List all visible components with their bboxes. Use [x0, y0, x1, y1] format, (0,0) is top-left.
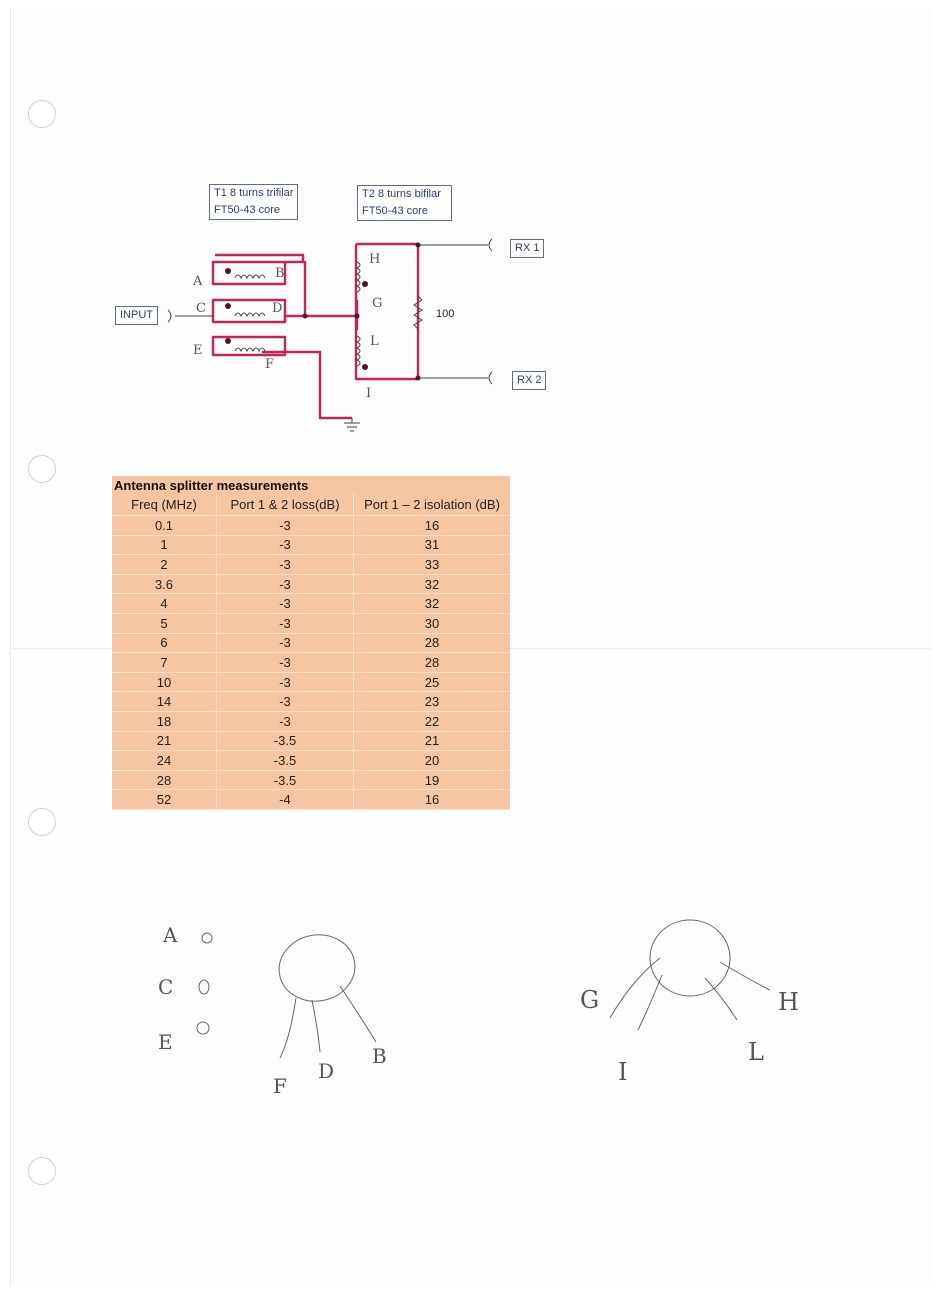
isolation-cell: 20 [354, 751, 511, 771]
table-row [112, 711, 510, 731]
label-h: H [369, 252, 381, 267]
isolation-cell: 22 [354, 711, 511, 731]
t2-label-line-1: T2 8 turns bifilar [362, 188, 441, 200]
pin-g: G [580, 986, 600, 1014]
loss-cell: -3 [217, 535, 354, 555]
freq-cell: 52 [112, 790, 217, 810]
t2-pinout-sketch [610, 920, 770, 1030]
freq-cell: 18 [112, 711, 217, 731]
junction-rx1 [416, 243, 421, 248]
measurements-table [112, 476, 510, 810]
dot-h [362, 281, 368, 287]
isolation-cell: 28 [354, 653, 511, 673]
pin-f: F [273, 1074, 287, 1098]
isolation-cell: 32 [354, 594, 511, 614]
label-f: F [265, 357, 275, 372]
freq-cell: 10 [112, 672, 217, 692]
table-header-row [112, 493, 510, 516]
t1-label-line-1: T1 8 turns trifilar [214, 187, 294, 199]
label-d: D [272, 301, 283, 316]
input-label: INPUT [120, 309, 153, 321]
loss-cell: -3 [217, 574, 354, 594]
label-e: E [193, 343, 203, 358]
loss-cell: -4 [217, 790, 354, 810]
pin-d: D [318, 1059, 335, 1083]
table-row [112, 751, 510, 771]
isolation-cell: 32 [354, 574, 511, 594]
freq-cell: 2 [112, 555, 217, 575]
isolation-cell: 25 [354, 672, 511, 692]
terminal-labels [192, 252, 382, 401]
dot-l [362, 364, 368, 370]
isolation-cell: 31 [354, 535, 511, 555]
pin-b: B [372, 1044, 387, 1068]
isolation-cell: 28 [354, 633, 511, 653]
freq-cell: 7 [112, 653, 217, 673]
table-row [112, 731, 510, 751]
freq-cell: 21 [112, 731, 217, 751]
isolation-cell: 16 [354, 516, 511, 536]
red-wiring [213, 244, 418, 418]
table-title: Antenna splitter measurements [112, 476, 510, 493]
loss-cell: -3 [217, 653, 354, 673]
t2-label-line-2: FT50-43 core [362, 205, 429, 217]
dot-a [225, 268, 231, 274]
dot-c [225, 303, 231, 309]
table-row [112, 613, 510, 633]
loss-cell: -3.5 [217, 770, 354, 790]
pin-l: L [748, 1038, 764, 1066]
isolation-cell: 16 [354, 790, 511, 810]
junction-1 [303, 314, 308, 319]
header-isolation: Port 1 – 2 isolation (dB) [354, 493, 511, 516]
isolation-cell: 23 [354, 692, 511, 712]
isolation-cell: 33 [354, 555, 511, 575]
rx1-label: RX 1 [515, 242, 540, 254]
junction-rx2 [416, 376, 421, 381]
table-row [112, 790, 510, 810]
freq-cell: 28 [112, 770, 217, 790]
freq-cell: 3.6 [112, 574, 217, 594]
pin-e: E [158, 1030, 173, 1054]
table-row [112, 633, 510, 653]
table-row [112, 535, 510, 555]
table-row [112, 594, 510, 614]
loss-cell: -3 [217, 711, 354, 731]
freq-cell: 4 [112, 594, 217, 614]
header-loss: Port 1 & 2 loss(dB) [217, 493, 354, 516]
freq-cell: 5 [112, 613, 217, 633]
t1-pinout-letters [158, 923, 387, 1098]
loss-cell: -3 [217, 613, 354, 633]
freq-cell: 6 [112, 633, 217, 653]
t1-pinout-sketch [197, 929, 376, 1058]
table-row [112, 574, 510, 594]
rx2-label: RX 2 [517, 374, 542, 386]
table-row [112, 672, 510, 692]
label-g: G [372, 296, 383, 311]
table-row [112, 555, 510, 575]
freq-cell: 0.1 [112, 516, 217, 536]
label-i: I [366, 386, 372, 401]
table-row [112, 516, 510, 536]
loss-cell: -3 [217, 516, 354, 536]
freq-cell: 1 [112, 535, 217, 555]
label-a: A [193, 274, 203, 289]
pin-a: A [163, 923, 178, 947]
label-b: B [275, 266, 285, 281]
loss-cell: -3.5 [217, 731, 354, 751]
pin-i: I [618, 1058, 628, 1086]
t2-pinout-letters [580, 986, 799, 1086]
loss-cell: -3 [217, 672, 354, 692]
freq-cell: 14 [112, 692, 217, 712]
isolation-cell: 19 [354, 770, 511, 790]
loss-cell: -3 [217, 594, 354, 614]
table-row [112, 770, 510, 790]
pin-c: C [158, 975, 174, 999]
loss-cell: -3 [217, 555, 354, 575]
loss-cell: -3.5 [217, 751, 354, 771]
isolation-cell: 21 [354, 731, 511, 751]
resistor-value: 100 [436, 308, 455, 320]
header-freq: Freq (MHz) [112, 493, 217, 516]
table-row [112, 692, 510, 712]
loss-cell: -3 [217, 692, 354, 712]
junction-2 [355, 314, 360, 319]
table-row [112, 653, 510, 673]
black-wiring [168, 239, 492, 431]
isolation-cell: 30 [354, 613, 511, 633]
dot-e [225, 338, 231, 344]
pin-h: H [778, 988, 799, 1016]
freq-cell: 24 [112, 751, 217, 771]
label-c: C [196, 301, 206, 316]
table-body [112, 516, 510, 810]
label-l: L [370, 334, 379, 349]
loss-cell: -3 [217, 633, 354, 653]
t1-label-line-2: FT50-43 core [214, 204, 281, 216]
